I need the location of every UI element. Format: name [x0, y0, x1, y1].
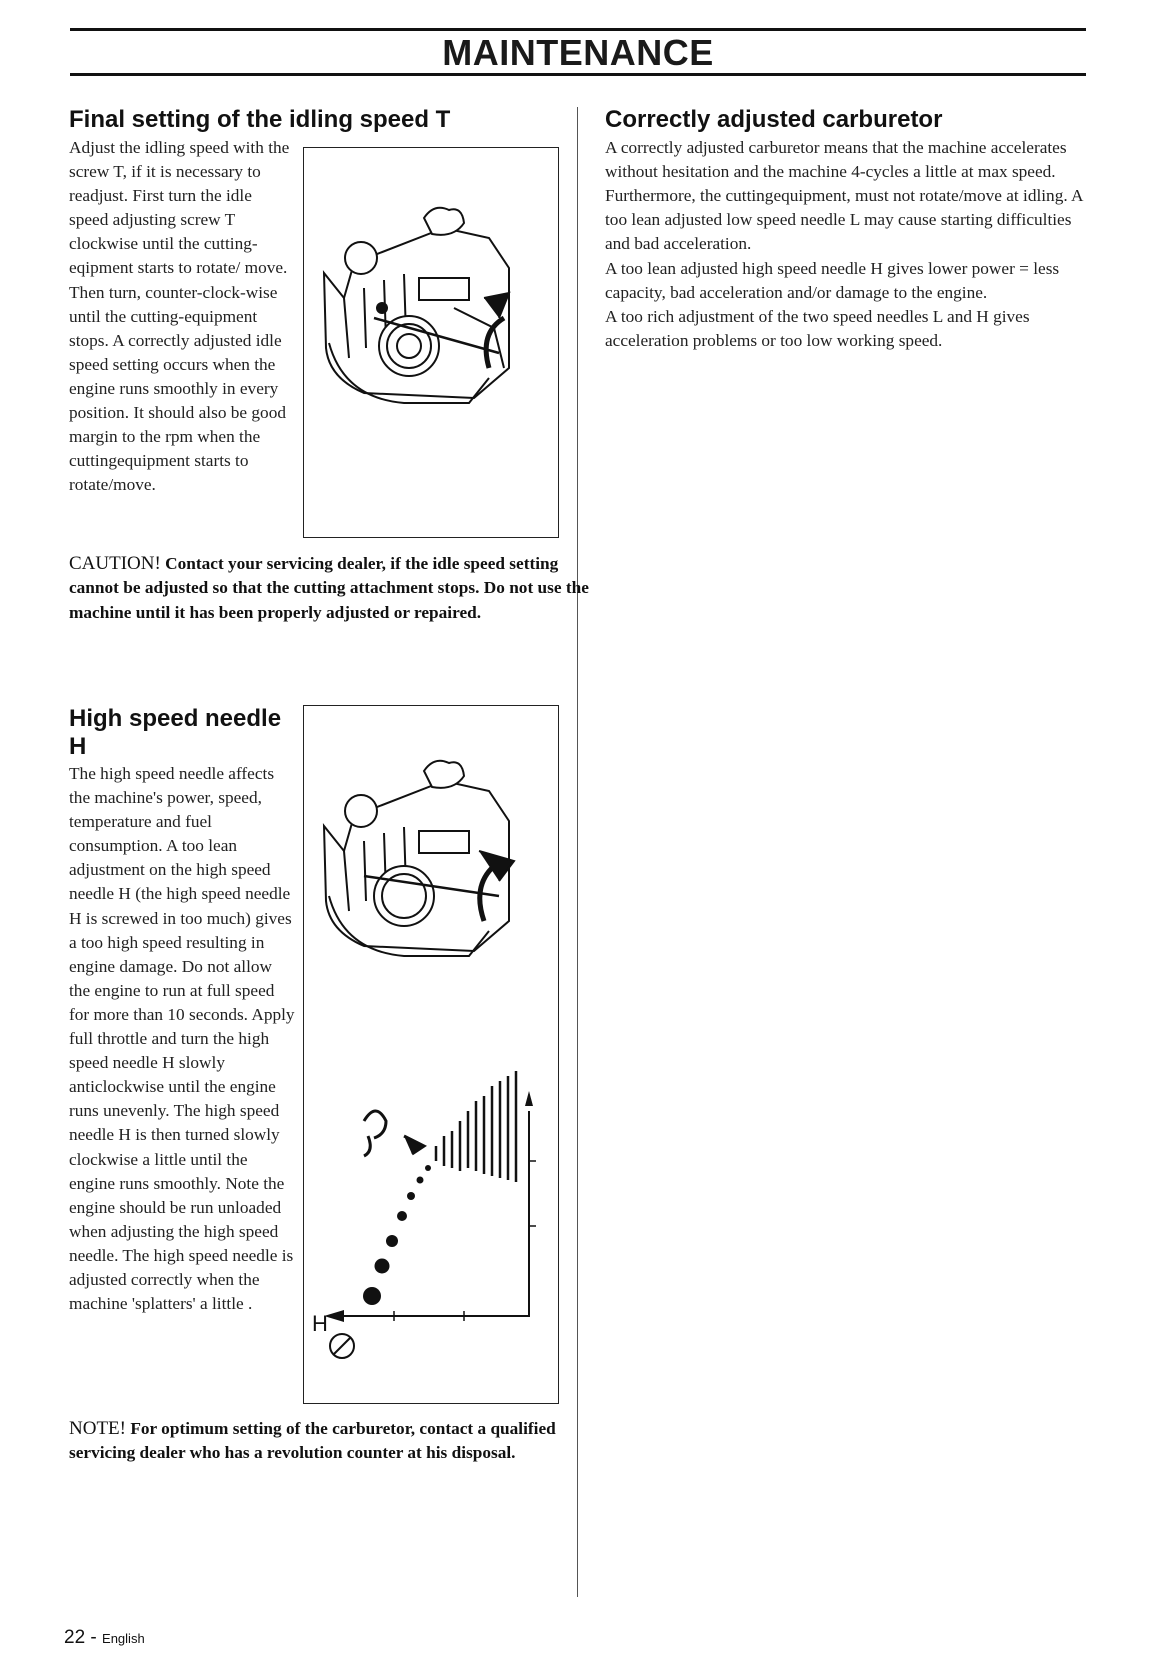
caution-label: CAUTION!	[69, 553, 161, 574]
note-label: NOTE!	[69, 1418, 126, 1439]
carburetor-paragraph-3: A too rich adjustment of the two speed needles L and H gives acceleration problems or too low working speed.	[605, 307, 1030, 351]
idle-screw-figure	[303, 147, 559, 538]
page-number: 22	[64, 1627, 86, 1648]
note-body: For optimum setting of the carburetor, contact a qualified servicing dealer who has a revolution counter at his disposal.	[69, 1419, 556, 1463]
h-label: H	[312, 1311, 328, 1336]
idle-speed-heading: Final setting of the idling speed T	[69, 106, 451, 133]
page-title: MAINTENANCE	[442, 32, 714, 73]
column-divider	[577, 107, 578, 1597]
speed-diagram	[312, 1071, 536, 1358]
screw-icon	[376, 302, 388, 314]
page-footer	[64, 1627, 145, 1649]
ear-icon	[364, 1111, 386, 1156]
header-rule-bottom	[70, 73, 1086, 76]
footer-separator: -	[85, 1627, 103, 1648]
carburetor-paragraph-2: A too lean adjusted high speed needle H gives lower power = less capacity, bad acceleration and/or damage to the engine.	[605, 259, 1060, 303]
high-speed-figure	[303, 705, 559, 1404]
high-speed-heading: High speed needle H	[69, 705, 282, 760]
carburetor-paragraph-1: A correctly adjusted carburetor means that the machine accelerates without hesitation and the machine 4-cycles a little at max speed. Furthermore, the cuttingequipment, must not rotate/move at idling. A too lean adjusted low speed needle L may cause starting difficulties and bad acceleration.	[605, 138, 1083, 254]
footer-language: English	[102, 1631, 145, 1646]
high-speed-illustration	[304, 706, 558, 1403]
caution-body: Contact your servicing dealer, if the idle speed setting cannot be adjusted so that the cutting attachment stops. Do not use the machine until it has been properly adjusted or repaired.	[69, 554, 589, 622]
header-rule-top	[70, 28, 1086, 31]
caution-text	[69, 552, 589, 625]
idle-speed-body: Adjust the idling speed with the screw T, if it is necessary to readjust. First turn the idle speed adjusting screw T clockwise until the cutting-eqipment starts to rotate/ move. Then turn, counter-clock-wise until the cutting-equipment stops. A correctly adjusted idle speed setting occurs when the engine runs smoothly in every position. It should also be good margin to the rpm when the cuttingequipment starts to rotate/move.	[69, 138, 290, 495]
engine-illustration	[304, 148, 558, 537]
carburetor-heading: Correctly adjusted carburetor	[605, 106, 943, 133]
high-speed-body: The high speed needle affects the machine's power, speed, temperature and fuel consumption. A too lean adjustment on the high speed needle H (the high speed needle H is screwed in too much) gives a too high speed resulting in engine damage. Do not allow the engine to run at full speed for more than 10 seconds. Apply full throttle and turn the high speed needle H slowly anticlockwise until the engine runs unevenly. The high speed needle H is then turned slowly clockwise a little until the engine runs smoothly. Note the engine should be run unloaded when adjusting the high speed needle. The high speed needle is adjusted correctly when the machine 'splatters' a little .	[69, 764, 295, 1314]
note-text	[69, 1417, 589, 1466]
